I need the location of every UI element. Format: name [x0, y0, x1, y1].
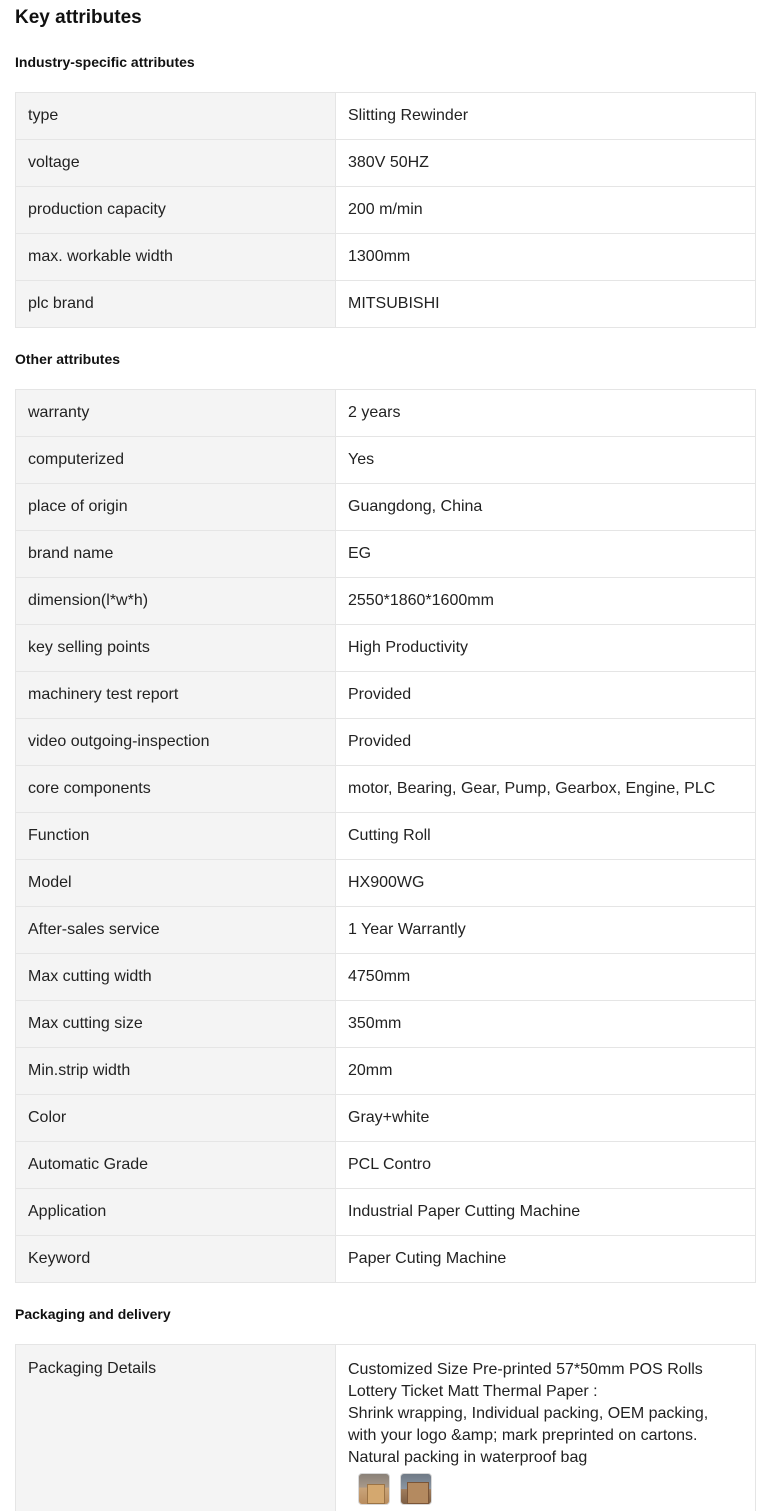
- attribute-key: machinery test report: [16, 672, 336, 719]
- attribute-value: High Productivity: [336, 625, 756, 672]
- packaging-photo-crate[interactable]: [358, 1473, 390, 1505]
- table-row: [16, 766, 756, 813]
- packaging-table: [15, 1344, 756, 1511]
- attribute-value: 20mm: [336, 1048, 756, 1095]
- table-row: [16, 390, 756, 437]
- attribute-value: Guangdong, China: [336, 484, 756, 531]
- packaging-photo-carton[interactable]: [400, 1473, 432, 1505]
- table-row: [16, 437, 756, 484]
- table-row: [16, 1001, 756, 1048]
- section-title-industry: Industry-specific attributes: [15, 54, 195, 70]
- attribute-value: Cutting Roll: [336, 813, 756, 860]
- attribute-key: key selling points: [16, 625, 336, 672]
- table-row: [16, 484, 756, 531]
- packaging-details-key: Packaging Details: [16, 1345, 336, 1511]
- attribute-key: plc brand: [16, 281, 336, 328]
- attribute-key: video outgoing-inspection: [16, 719, 336, 766]
- attribute-key: place of origin: [16, 484, 336, 531]
- attribute-key: core components: [16, 766, 336, 813]
- table-row: [16, 954, 756, 1001]
- attribute-value: MITSUBISHI: [336, 281, 756, 328]
- attribute-value: 2550*1860*1600mm: [336, 578, 756, 625]
- attribute-key: warranty: [16, 390, 336, 437]
- table-row: [16, 578, 756, 625]
- attribute-value: 4750mm: [336, 954, 756, 1001]
- table-row: [16, 1345, 756, 1511]
- attribute-key: dimension(l*w*h): [16, 578, 336, 625]
- table-row: [16, 187, 756, 234]
- attribute-value: Provided: [336, 719, 756, 766]
- attribute-key: Color: [16, 1095, 336, 1142]
- packaging-thumbnails: [348, 1473, 743, 1505]
- attribute-value: EG: [336, 531, 756, 578]
- attribute-value: 1300mm: [336, 234, 756, 281]
- section-title-other: Other attributes: [15, 351, 121, 367]
- packaging-line: Shrink wrapping, Individual packing, OEM packing,: [348, 1405, 709, 1422]
- attribute-key: max. workable width: [16, 234, 336, 281]
- table-row: [16, 1236, 756, 1283]
- table-row: [16, 719, 756, 766]
- table-row: [16, 531, 756, 578]
- section-title-packaging: Packaging and delivery: [15, 1306, 171, 1322]
- attribute-key: production capacity: [16, 187, 336, 234]
- attribute-value: Paper Cuting Machine: [336, 1236, 756, 1283]
- industry-attributes-table: [15, 92, 756, 328]
- packaging-line: Natural packing in waterproof bag: [348, 1449, 588, 1466]
- attribute-key: Application: [16, 1189, 336, 1236]
- attribute-key: computerized: [16, 437, 336, 484]
- attribute-key: voltage: [16, 140, 336, 187]
- table-row: [16, 813, 756, 860]
- attribute-value: motor, Bearing, Gear, Pump, Gearbox, Engine, PLC: [336, 766, 756, 813]
- table-row: [16, 672, 756, 719]
- attribute-key: type: [16, 93, 336, 140]
- table-row: [16, 1142, 756, 1189]
- attribute-key: Function: [16, 813, 336, 860]
- attribute-value: 200 m/min: [336, 187, 756, 234]
- attribute-key: Automatic Grade: [16, 1142, 336, 1189]
- attribute-key: Max cutting size: [16, 1001, 336, 1048]
- table-row: [16, 860, 756, 907]
- table-row: [16, 234, 756, 281]
- attribute-key: Keyword: [16, 1236, 336, 1283]
- page-title: Key attributes: [15, 7, 142, 28]
- attribute-value: Slitting Rewinder: [336, 93, 756, 140]
- attribute-value: PCL Contro: [336, 1142, 756, 1189]
- attribute-key: Min.strip width: [16, 1048, 336, 1095]
- table-row: [16, 1095, 756, 1142]
- attribute-key: Model: [16, 860, 336, 907]
- table-row: [16, 1189, 756, 1236]
- table-row: [16, 281, 756, 328]
- packaging-line: with your logo &amp; mark preprinted on cartons.: [348, 1427, 698, 1444]
- attribute-key: brand name: [16, 531, 336, 578]
- packaging-details-value: [336, 1345, 756, 1511]
- attribute-value: Gray+white: [336, 1095, 756, 1142]
- table-row: [16, 907, 756, 954]
- attribute-key: After-sales service: [16, 907, 336, 954]
- packaging-line: Customized Size Pre-printed 57*50mm POS Rolls: [348, 1361, 703, 1378]
- table-row: [16, 140, 756, 187]
- attribute-key: Max cutting width: [16, 954, 336, 1001]
- attribute-value: 350mm: [336, 1001, 756, 1048]
- attribute-value: Provided: [336, 672, 756, 719]
- attribute-value: HX900WG: [336, 860, 756, 907]
- table-row: [16, 93, 756, 140]
- table-row: [16, 1048, 756, 1095]
- attribute-value: 380V 50HZ: [336, 140, 756, 187]
- attribute-value: Yes: [336, 437, 756, 484]
- attribute-value: Industrial Paper Cutting Machine: [336, 1189, 756, 1236]
- packaging-line: Lottery Ticket Matt Thermal Paper :: [348, 1383, 598, 1400]
- attribute-value: 2 years: [336, 390, 756, 437]
- attribute-value: 1 Year Warrantly: [336, 907, 756, 954]
- other-attributes-table: [15, 389, 756, 1283]
- table-row: [16, 625, 756, 672]
